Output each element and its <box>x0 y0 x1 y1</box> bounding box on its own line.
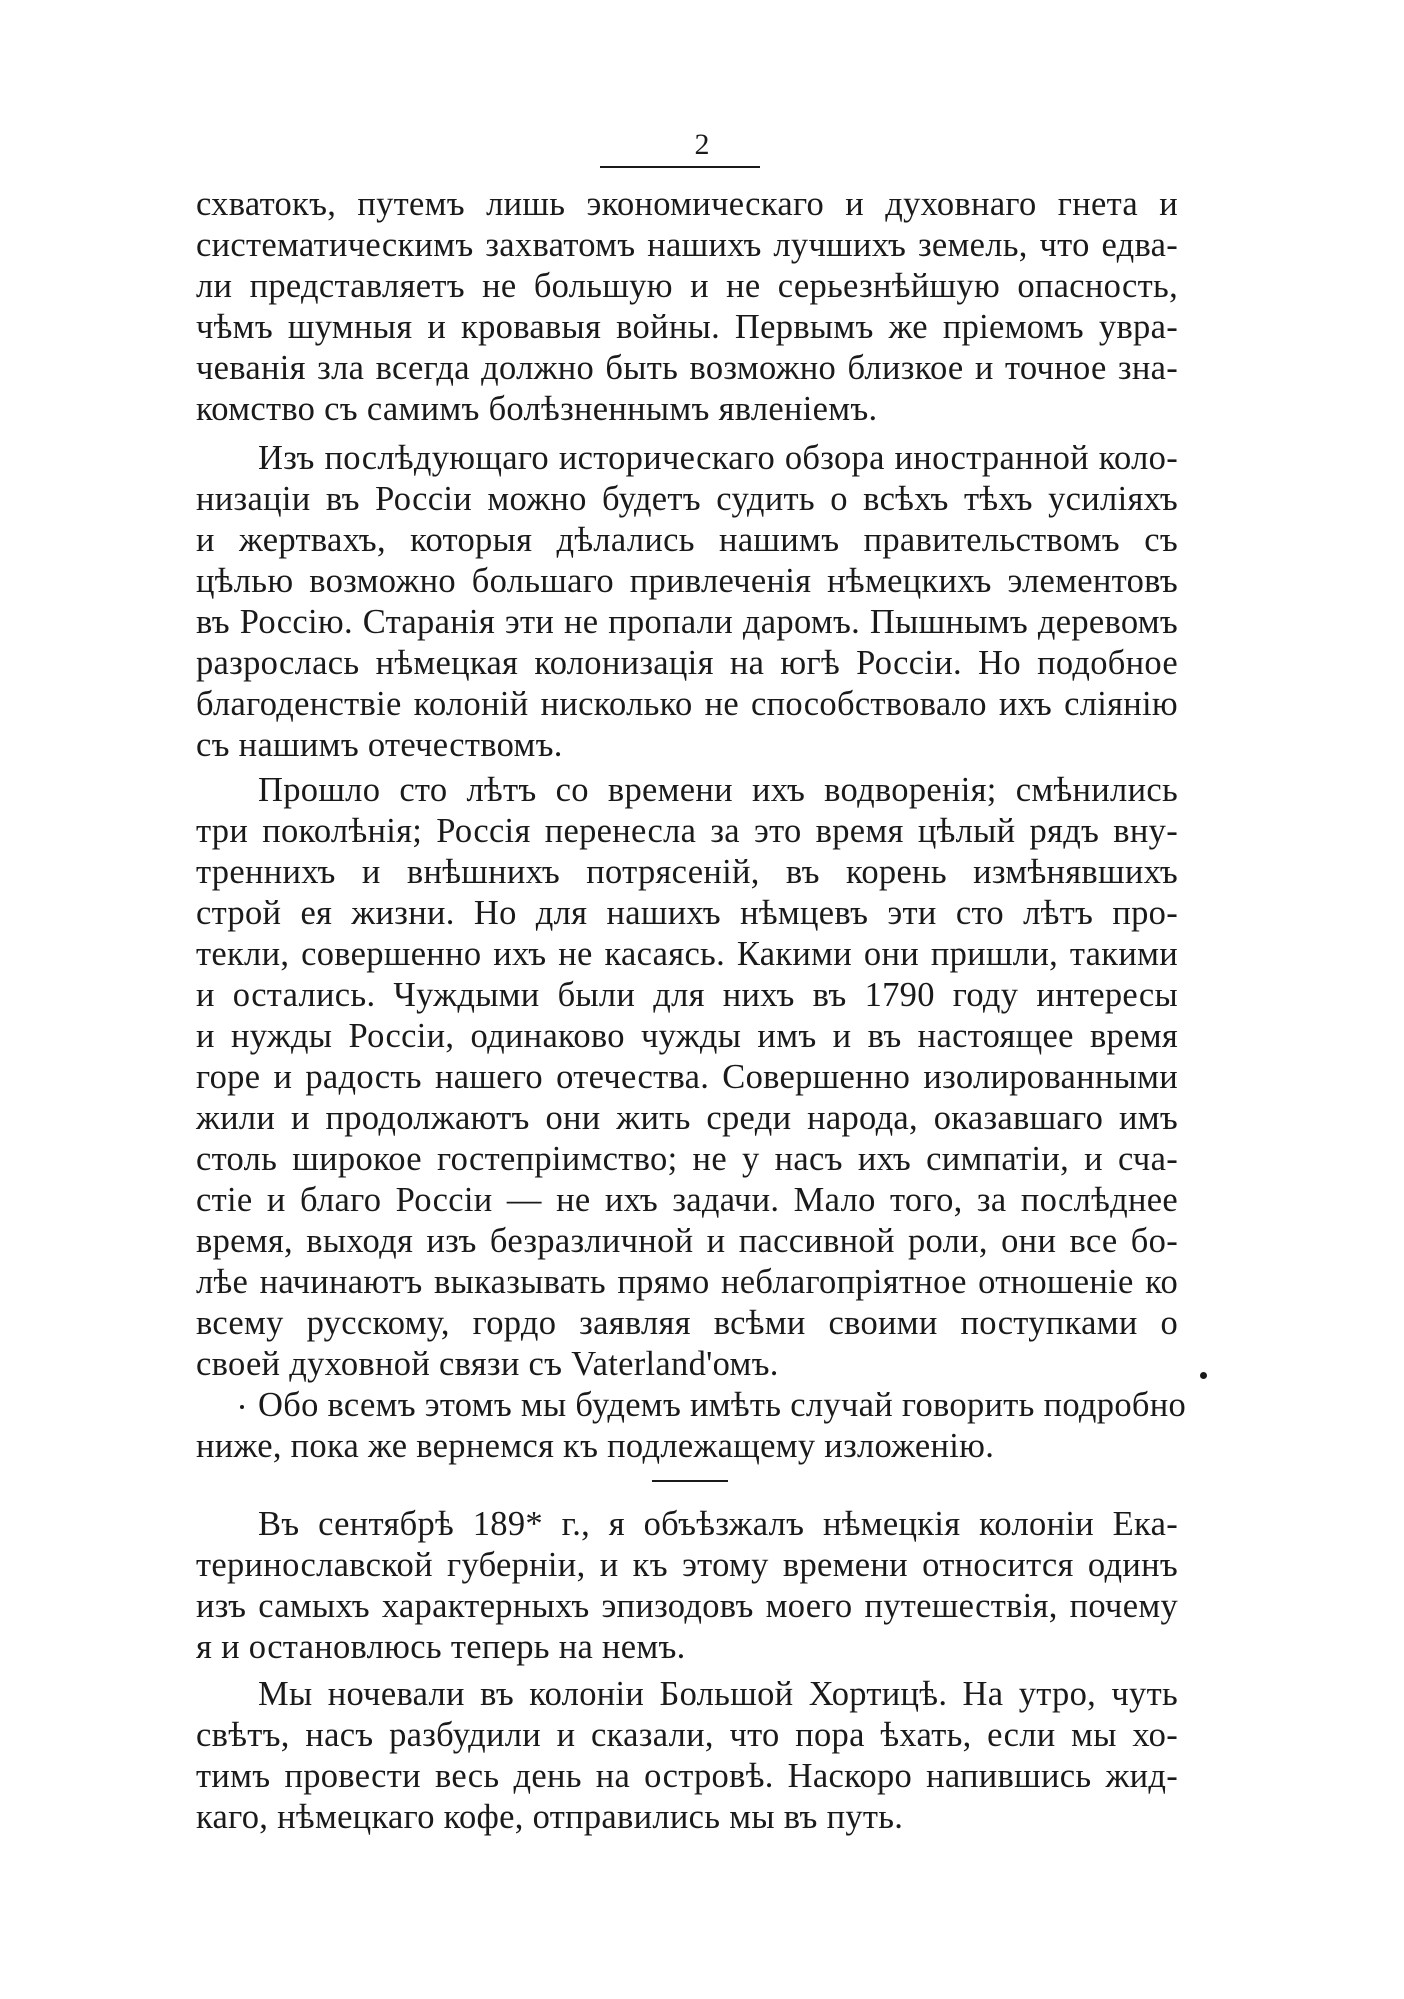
text-line: горе и радость нашего отечества. Совершенно изолированными <box>196 1058 1178 1096</box>
paragraph-2 <box>196 438 1178 766</box>
paragraph-4 <box>196 1385 1187 1467</box>
text-line: Обо всемъ этомъ мы будемъ имѣть случай говорить подробно <box>258 1386 1187 1424</box>
text-line: въ Россію. Старанія эти не пропали даромъ. Пышнымъ деревомъ <box>196 603 1178 641</box>
paragraph-5 <box>196 1504 1178 1668</box>
text-line: благоденствіе колоній нисколько не способствовало ихъ сліянію <box>196 685 1178 723</box>
text-line: теринославской губерніи, и къ этому времени относится одинъ <box>196 1546 1178 1584</box>
text-line: столь широкое гостепріимство; не у насъ ихъ симпатіи, и сча- <box>196 1140 1178 1178</box>
text-line: Прошло сто лѣтъ со времени ихъ водворенія; смѣнились <box>258 771 1178 809</box>
paragraph-6 <box>196 1674 1178 1838</box>
text-line: стіе и благо Россіи — не ихъ задачи. Мало того, за послѣднее <box>196 1181 1178 1219</box>
text-line: съ нашимъ отечествомъ. <box>196 726 563 764</box>
text-line: каго, нѣмецкаго кофе, отправились мы въ путь. <box>196 1798 904 1836</box>
text-line: чѣмъ шумныя и кровавыя войны. Первымъ же пріемомъ увра- <box>196 308 1178 346</box>
text-line: три поколѣнія; Россія перенесла за это время цѣлый рядъ вну- <box>196 812 1178 850</box>
text-line: Въ сентябрѣ 189* г., я объѣзжалъ нѣмецкія колоніи Ека- <box>258 1505 1178 1543</box>
text-line: свѣтъ, насъ разбудили и сказали, что пора ѣхать, если мы хо- <box>196 1716 1178 1754</box>
text-line: схватокъ, путемъ лишь экономическаго и духовнаго гнета и <box>196 185 1178 223</box>
text-line: и остались. Чуждыми были для нихъ въ 1790 году интересы <box>196 976 1178 1014</box>
text-line: я и остановлюсь теперь на немъ. <box>196 1628 686 1666</box>
text-line: строй ея жизни. Но для нашихъ нѣмцевъ эти сто лѣтъ про- <box>196 894 1178 932</box>
text-line: низаціи въ Россіи можно будетъ судить о всѣхъ тѣхъ усиліяхъ <box>196 480 1178 518</box>
print-mark <box>1200 1372 1207 1379</box>
text-line: цѣлью возможно большаго привлеченія нѣмецкихъ элементовъ <box>196 562 1178 600</box>
print-mark <box>240 1405 244 1409</box>
text-line: и жертвахъ, которыя дѣлались нашимъ правительствомъ съ <box>196 521 1178 559</box>
text-line: Изъ послѣдующаго историческаго обзора иностранной коло- <box>258 439 1178 477</box>
page-number: 2 <box>694 128 710 161</box>
text-line: жили и продолжаютъ они жить среди народа, оказавшаго имъ <box>196 1099 1178 1137</box>
text-line: всему русскому, гордо заявляя всѣми своими поступками о <box>196 1304 1178 1342</box>
text-line: систематическимъ захватомъ нашихъ лучшихъ земель, что едва- <box>196 226 1178 264</box>
text-line: время, выходя изъ безразличной и пассивной роли, они все бо- <box>196 1222 1178 1260</box>
paragraph-3 <box>196 770 1178 1385</box>
header-rule <box>600 166 760 168</box>
text-line: лѣе начинаютъ выказывать прямо неблагопріятное отношеніе ко <box>196 1263 1178 1301</box>
text-line: ли представляетъ не большую и не серьезнѣйшую опасность, <box>196 267 1178 305</box>
text-line: чеванія зла всегда должно быть возможно близкое и точное зна- <box>196 349 1178 387</box>
text-line: текли, совершенно ихъ не касаясь. Какими они пришли, такими <box>196 935 1178 973</box>
text-line: ниже, пока же вернемся къ подлежащему изложенію. <box>196 1427 995 1465</box>
text-line: Мы ночевали въ колоніи Большой Хортицѣ. На утро, чуть <box>258 1675 1178 1713</box>
section-divider <box>652 1480 728 1482</box>
text-line: изъ самыхъ характерныхъ эпизодовъ моего путешествія, почему <box>196 1587 1178 1625</box>
text-line: своей духовной связи съ Vaterland'омъ. <box>196 1345 779 1383</box>
text-line: комство съ самимъ болѣзненнымъ явленіемъ. <box>196 390 878 428</box>
text-line: и нужды Россіи, одинаково чужды имъ и въ настоящее время <box>196 1017 1178 1055</box>
text-line: треннихъ и внѣшнихъ потрясеній, въ корень измѣнявшихъ <box>196 853 1178 891</box>
text-line: тимъ провести весь день на островѣ. Наскоро напившись жид- <box>196 1757 1178 1795</box>
paragraph-1 <box>196 184 1178 430</box>
text-line: разрослась нѣмецкая колонизація на югѣ Россіи. Но подобное <box>196 644 1178 682</box>
